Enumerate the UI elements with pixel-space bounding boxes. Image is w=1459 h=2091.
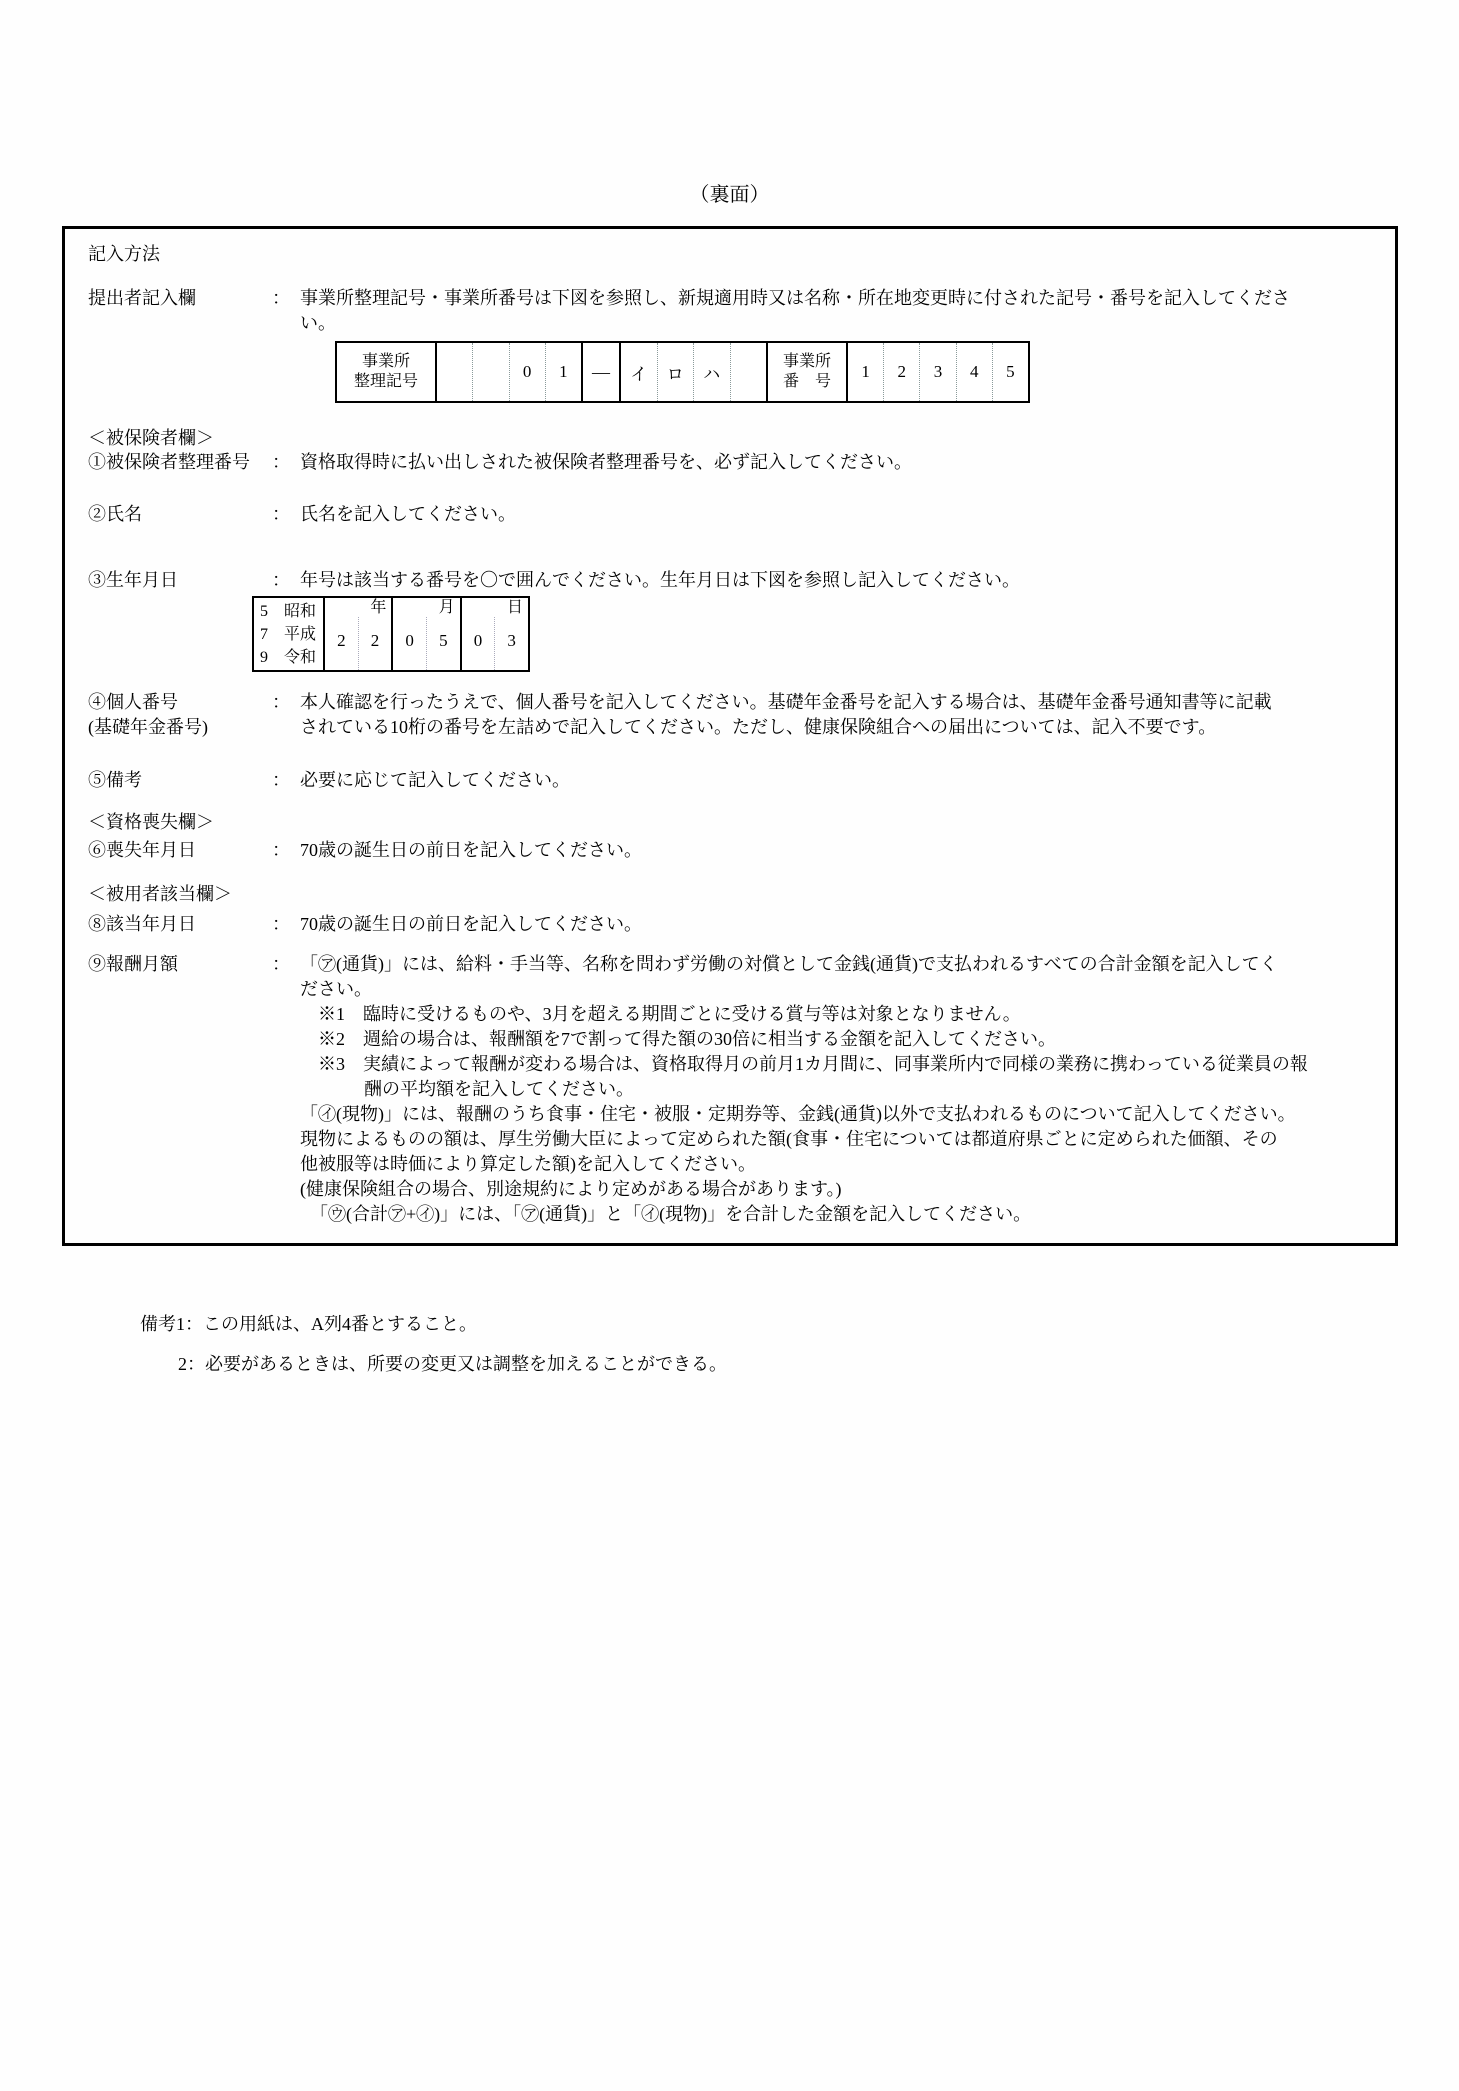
month-label: 月	[438, 599, 455, 616]
text-line: 現物によるものの額は、厚生労働大臣によって定められた額(食事・住宅については都道府県ごとに定められた価額、その	[300, 1129, 1278, 1149]
row-remarks	[88, 768, 1383, 793]
day-group	[460, 598, 528, 670]
row-colon: ：	[272, 504, 290, 524]
row-insured-number	[88, 450, 1383, 475]
row-label-line1: ④個人番号	[88, 692, 178, 712]
instruction-box	[62, 226, 1398, 1246]
side-label: （裏面）	[689, 184, 770, 206]
office-bango-header-line1: 事業所	[782, 353, 831, 370]
text-line: 「㋐(通貨)」には、給料・手当等、名称を問わず労働の対償として金銭(通貨)で支払われるすべての合計金額を記入してく	[300, 954, 1278, 974]
row-label-line2: (基礎年金番号)	[88, 717, 208, 737]
row-label: ③生年月日	[88, 570, 178, 590]
row-label	[88, 690, 272, 740]
text-line: 「㋑(現物)」には、報酬のうち食事・住宅・被服・定期券等、金銭(通貨)以外で支払われるものについて記入してください。	[300, 1104, 1296, 1124]
text-line: ださい。	[300, 979, 372, 999]
table-cell	[730, 343, 767, 401]
office-bango-digit-group	[846, 343, 1028, 401]
table-cell	[437, 343, 472, 401]
row-submitter	[88, 286, 1383, 336]
row-submitter-label: 提出者記入欄	[88, 288, 196, 308]
era-option-showa: 5 昭和	[260, 603, 317, 620]
row-birthdate	[88, 568, 1383, 593]
table-cell: イ	[630, 364, 648, 384]
row-text: 資格取得時に払い出しされた被保険者整理番号を、必ず記入してください。	[300, 452, 912, 472]
day-digits	[462, 617, 528, 670]
text-line-note1: ※1 臨時に受けるものや、3月を超える期間ごとに受ける賞与等は対象となりません。	[318, 1004, 1021, 1024]
day-label: 日	[506, 599, 523, 616]
table-cell: 5	[992, 343, 1028, 401]
row-applicable-date	[88, 912, 1383, 937]
office-bango-header-line2: 番 号	[782, 373, 831, 390]
row-text: 70歳の誕生日の前日を記入してください。	[300, 840, 642, 860]
text-line-note2: ※2 週給の場合は、報酬額を7で割って得た額の30倍に相当する金額を記入してください。	[318, 1029, 1056, 1049]
text-line: (健康保険組合の場合、別途規約により定めがある場合があります。)	[300, 1179, 842, 1199]
row-colon: ：	[272, 914, 290, 934]
birth-date-table	[252, 596, 530, 672]
row-text: 70歳の誕生日の前日を記入してください。	[300, 914, 642, 934]
row-text: 年号は該当する番号を〇で囲んでください。生年月日は下図を参照し記入してください。	[300, 570, 1020, 590]
text-line: い。	[300, 313, 336, 333]
table-cell: 5	[426, 617, 460, 670]
table-cell: ロ	[657, 343, 694, 401]
row-label: ⑧該当年月日	[88, 914, 196, 934]
month-digits	[393, 617, 459, 670]
month-group	[391, 598, 459, 670]
row-name	[88, 502, 1383, 527]
table-cell: 3	[919, 343, 955, 401]
text-line: されている10桁の番号を左詰めで記入してください。ただし、健康保険組合への届出については、記入不要です。	[300, 717, 1217, 737]
row-colon: ：	[272, 692, 290, 712]
table-cell: 0	[473, 630, 483, 650]
office-seiri-header-line1: 事業所	[361, 353, 410, 370]
row-colon: ：	[272, 452, 290, 472]
dash-cell: ―	[581, 343, 619, 401]
text-line-note3-cont: 酬の平均額を記入してください。	[364, 1079, 634, 1099]
year-label: 年	[370, 599, 387, 616]
table-cell: 0	[509, 343, 545, 401]
table-cell: 4	[956, 343, 992, 401]
office-seiri-header	[337, 343, 435, 401]
table-cell: 1	[861, 362, 870, 381]
table-cell: 3	[494, 617, 528, 670]
year-group	[323, 598, 391, 670]
office-seiri-header-line2: 整理記号	[353, 373, 418, 390]
row-personal-number	[88, 690, 1383, 740]
section-header-insured: ＜被保険者欄＞	[88, 428, 214, 448]
era-column	[254, 598, 323, 670]
row-label: ⑨報酬月額	[88, 954, 178, 974]
row-text: 氏名を記入してください。	[300, 504, 516, 524]
office-bango-header	[766, 343, 846, 401]
table-cell: 2	[358, 617, 392, 670]
row-text	[300, 690, 1383, 740]
text-line: 本人確認を行ったうえで、個人番号を記入してください。基礎年金番号を記入する場合は、基礎年金番号通知書等に記載	[300, 692, 1272, 712]
row-colon: ：	[272, 570, 290, 590]
row-label: ⑥喪失年月日	[88, 840, 196, 860]
box-title: 記入方法	[88, 244, 160, 264]
table-cell: ハ	[693, 343, 730, 401]
text-line: 「㋒(合計㋐+㋑)」には、「㋐(通貨)」と「㋑(現物)」を合計した金額を記入してください。	[310, 1204, 1032, 1224]
row-label: ⑤備考	[88, 770, 142, 790]
table-cell: 0	[405, 630, 414, 650]
row-colon: ：	[272, 840, 290, 860]
text-line: 他被服等は時価により算定した額)を記入してください。	[300, 1154, 756, 1174]
era-option-heisei: 7 平成	[260, 626, 317, 643]
section-header-loss: ＜資格喪失欄＞	[88, 812, 214, 832]
row-colon: ：	[272, 954, 290, 974]
footer-note-2: 2：必要があるときは、所要の変更又は調整を加えることができる。	[178, 1354, 727, 1374]
row-loss-date	[88, 838, 1383, 863]
section-header-employee: ＜被用者該当欄＞	[88, 884, 232, 904]
table-cell: 2	[883, 343, 919, 401]
table-cell: 1	[545, 343, 581, 401]
office-seiri-kana-group	[619, 343, 766, 401]
table-cell	[472, 343, 508, 401]
row-text: 必要に応じて記入してください。	[300, 770, 570, 790]
text-line-note3: ※3 実績によって報酬が変わる場合は、資格取得月の前月1カ月間に、同事業所内で同様の業務に携わっている従業員の報	[318, 1054, 1308, 1074]
office-seiri-digit-group	[435, 343, 581, 401]
row-label: ①被保険者整理番号	[88, 452, 250, 472]
footer-note-1: 備考1：この用紙は、A列4番とすること。	[140, 1314, 477, 1334]
table-cell: 2	[337, 630, 346, 650]
row-colon: ：	[272, 770, 290, 790]
era-option-reiwa: 9 令和	[260, 649, 317, 666]
row-text	[300, 952, 1383, 1227]
row-submitter-text	[300, 286, 1383, 336]
row-label: ②氏名	[88, 504, 142, 524]
text-line: 事業所整理記号・事業所番号は下図を参照し、新規適用時又は名称・所在地変更時に付された記号・番号を記入してくださ	[300, 288, 1290, 308]
row-submitter-colon: ：	[272, 288, 290, 308]
row-monthly-remuneration	[88, 952, 1383, 1227]
year-digits	[325, 617, 391, 670]
office-code-table	[335, 341, 1030, 403]
